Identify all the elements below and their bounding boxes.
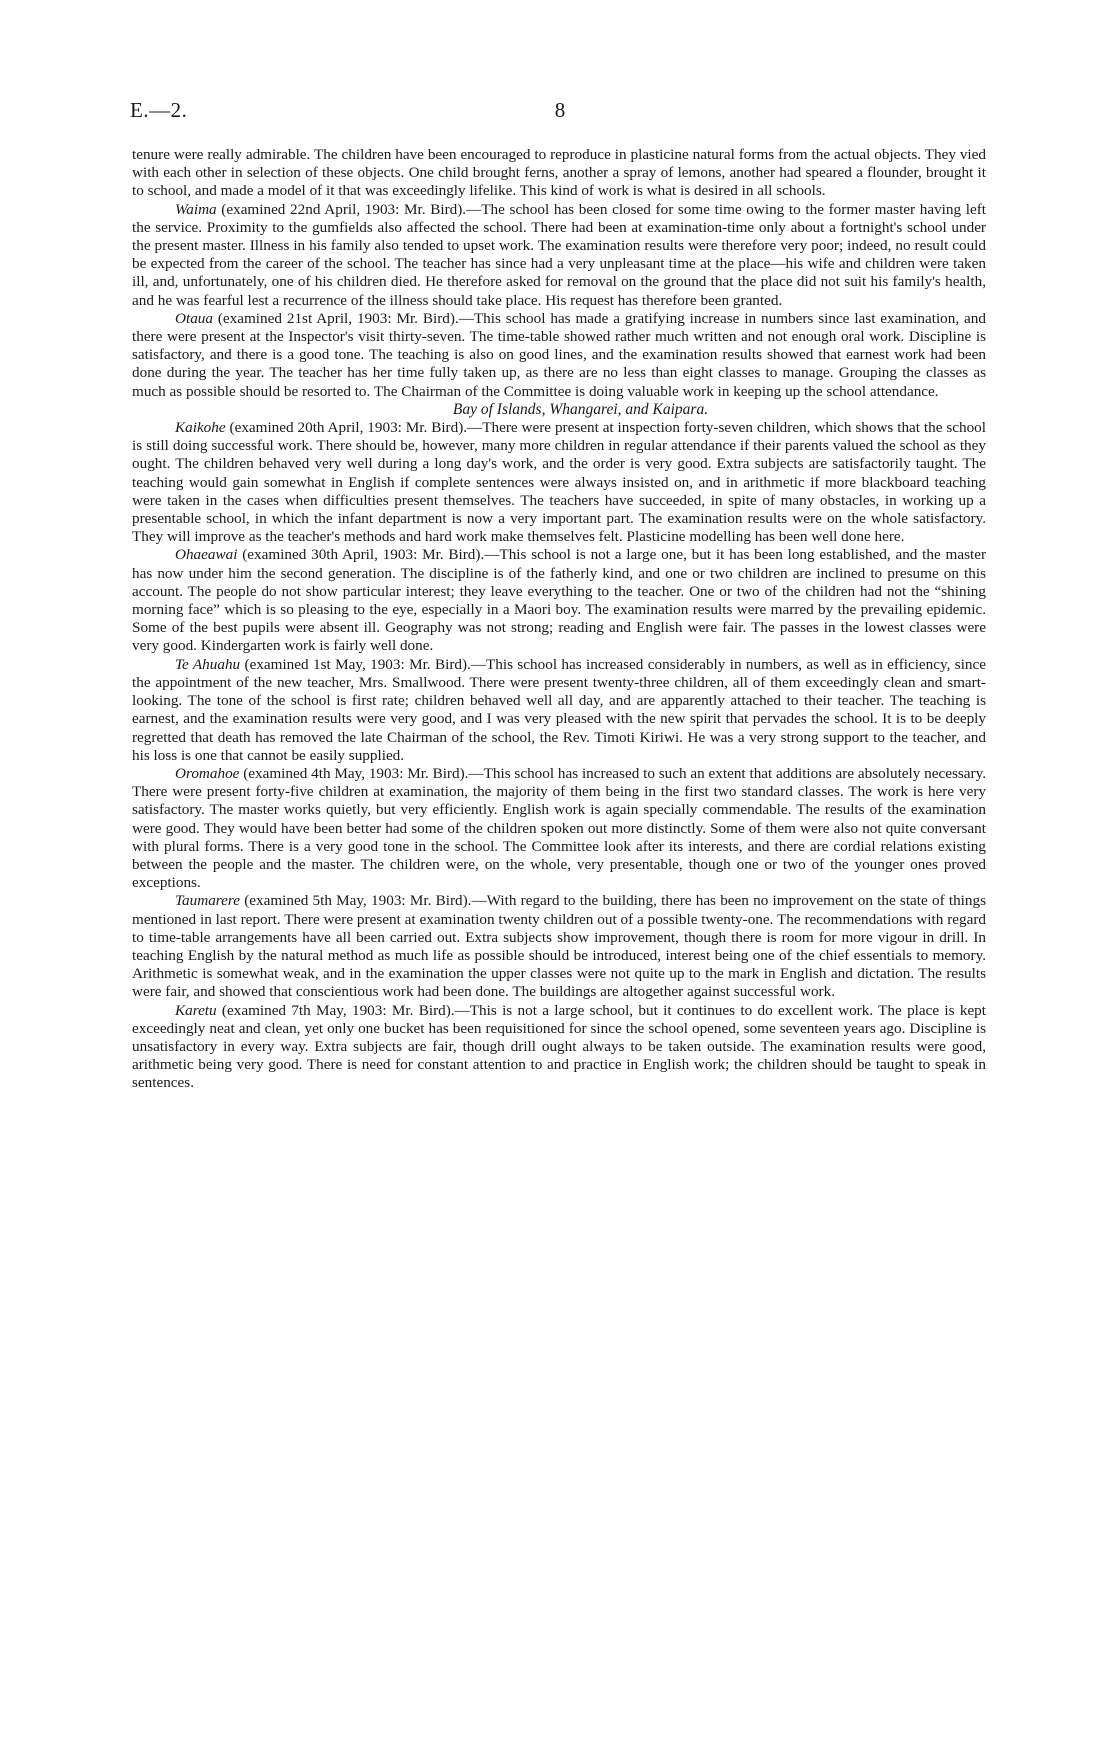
body-text bbox=[132, 146, 986, 1093]
report-text: (examined 7th May, 1903: Mr. Bird).—This is not a large school, but it continues to do excellent work. The place is kept exceedingly neat and clean, yet only one bucket has been requisitioned for since the school opened, some seventeen years ago. Discipline is unsatisfactory in every way. Extra subjects are fair, though drill ought always to be taken outside. The examination results were good, arithmetic being very good. There is need for constant attention to and practice in English work; the children should be taught to speak in sentences. bbox=[132, 1001, 986, 1092]
school-name: Taumarere bbox=[175, 892, 240, 910]
school-name: Oromahoe bbox=[175, 764, 240, 782]
report-text: (examined 21st April, 1903: Mr. Bird).—This school has made a gratifying increase in numbers since last examination, and there were present at the Inspector's visit thirty-seven. The time-table showed rather much written and not enough oral work. Discipline is satisfactory, and there is a good tone. The teaching is also on good lines, and the examination results showed that earnest work had been done during the year. The teacher has her time fully taken up, as there are no less than eight classes to manage. Grouping the classes as much as possible should be resorted to. The Chairman of the Committee is doing valuable work in keeping up the school attendance. bbox=[132, 309, 986, 400]
report-text: (examined 5th May, 1903: Mr. Bird).—With regard to the building, there has been no improvement on the state of things mentioned in last report. There were present at examination twenty children out of a possible twenty-one. The recommendations with regard to time-table arrangements have all been carried out. Extra subjects show improvement, though there is room for more vigour in drill. In teaching English by the natural method as much life as possible should be introduced, interest being one of the chief essentials to memory. Arithmetic is somewhat weak, and in the examination the upper classes were not quite up to the mark in English and dictation. The results were fair, and showed that conscientious work had been done. The buildings are altogether against successful work. bbox=[132, 892, 986, 1001]
school-report-taumarere bbox=[132, 892, 986, 1001]
school-report-otaua bbox=[132, 310, 986, 401]
school-report-ohaeawai bbox=[132, 546, 986, 655]
page-number: 8 bbox=[554, 98, 566, 122]
section-heading: Bay of Islands, Whangarei, and Kaipara. bbox=[452, 400, 709, 418]
report-text: (examined 30th April, 1903: Mr. Bird).—This school is not a large one, but it has been long established, and the master has now under him the second generation. The discipline is of the fatherly kind, and one or two children are inclined to presume on this account. The people do not show particular interest; they leave everything to the teacher. One or two of the children had not the “shining morning face” which is so pleasing to the eye, especially in a Maori boy. The examination results were marred by the prevailing epidemic. Some of the best pupils were absent ill. Geography was not strong; reading and English were fair. The passes in the lowest classes were very good. Kindergarten work is fairly well done. bbox=[132, 546, 986, 655]
school-report-waima bbox=[132, 201, 986, 310]
school-name: Karetu bbox=[175, 1001, 217, 1019]
report-text: (examined 1st May, 1903: Mr. Bird).—This school has increased considerably in numbers, as well as in efficiency, since the appointment of the new teacher, Mrs. Smallwood. There were present twenty-three children, all of them exceedingly clean and smart-looking. The tone of the school is first rate; children behaved well all day, and are apparently attached to their teacher. The teaching is earnest, and the examination results were very good, and I was very pleased with the new spirit that pervades the school. It is to be deeply regretted that death has removed the late Chairman of the school, the Rev. Timoti Kiriwi. He was a very strong support to the teacher, and his loss is one that cannot be easily supplied. bbox=[132, 655, 986, 764]
document-code: E.—2. bbox=[130, 98, 188, 122]
school-name: Waima bbox=[175, 200, 217, 218]
school-report-karetu bbox=[132, 1002, 986, 1093]
report-text: (examined 4th May, 1903: Mr. Bird).—This school has increased to such an extent that additions are absolutely necessary. There were present forty-five children at examination, the majority of them being in the first two standard classes. The work is here very satisfactory. The master works quietly, but very efficiently. English work is again specially commendable. The results of the examination were good. They would have been better had some of the children spoken out more distinctly. Some of them were also not quite conversant with plural forms. There is a very good tone in the school. The Committee look after its interests, and there are cordial relations existing between the people and the master. The children were, on the whole, very presentable, though one or two of the younger ones proved exceptions. bbox=[132, 764, 986, 892]
report-text: (examined 22nd April, 1903: Mr. Bird).—The school has been closed for some time owing to the former master having left the service. Proximity to the gumfields also affected the school. There had been at examination-time only about a fortnight's school under the present master. Illness in his family also tended to upset work. The examination results were therefore very poor; indeed, no result could be expected from the career of the school. The teacher has since had a very unpleasant time at the place—his wife and children were taken ill, and, unfortunately, one of his children died. He therefore asked for removal on the ground that the place did not suit his family's health, and he was fearful lest a recurrence of the illness should take place. His request has therefore been granted. bbox=[132, 200, 986, 309]
school-name: Te Ahuahu bbox=[175, 655, 241, 673]
school-name: Kaikohe bbox=[175, 419, 226, 437]
school-name: Otaua bbox=[175, 309, 213, 327]
running-head bbox=[130, 98, 990, 128]
school-report-oromahoe bbox=[132, 765, 986, 892]
school-name: Ohaeawai bbox=[175, 546, 238, 564]
school-report-te-ahuahu bbox=[132, 656, 986, 765]
report-text: (examined 20th April, 1903: Mr. Bird).—There were present at inspection forty-seven children, which shows that the school is still doing successful work. There should be, however, many more children in regular attendance if their parents valued the school as they ought. The children behaved very well during a long day's work, and the order is very good. Extra subjects are satisfactorily taught. The teaching would gain somewhat in English if complete sentences were always insisted on, and in arithmetic if more blackboard teaching were taken in the cases when difficulties present themselves. The teachers have succeeded, in spite of many obstacles, in working up a presentable school, in which the infant department is now a very important part. The examination results were on the whole satisfactory. They will improve as the teacher's methods and hard work make themselves felt. Plasticine modelling has been well done here. bbox=[132, 419, 986, 546]
school-report-kaikohe bbox=[132, 419, 986, 546]
continued-paragraph: tenure were really admirable. The children have been encouraged to reproduce in plasticine natural forms from the actual objects. They vied with each other in selection of these objects. One child brought ferns, another a spray of lemons, another had speared a flounder, brought it to school, and made a model of it that was exceedingly lifelike. This kind of work is what is desired in all schools. bbox=[132, 146, 986, 200]
